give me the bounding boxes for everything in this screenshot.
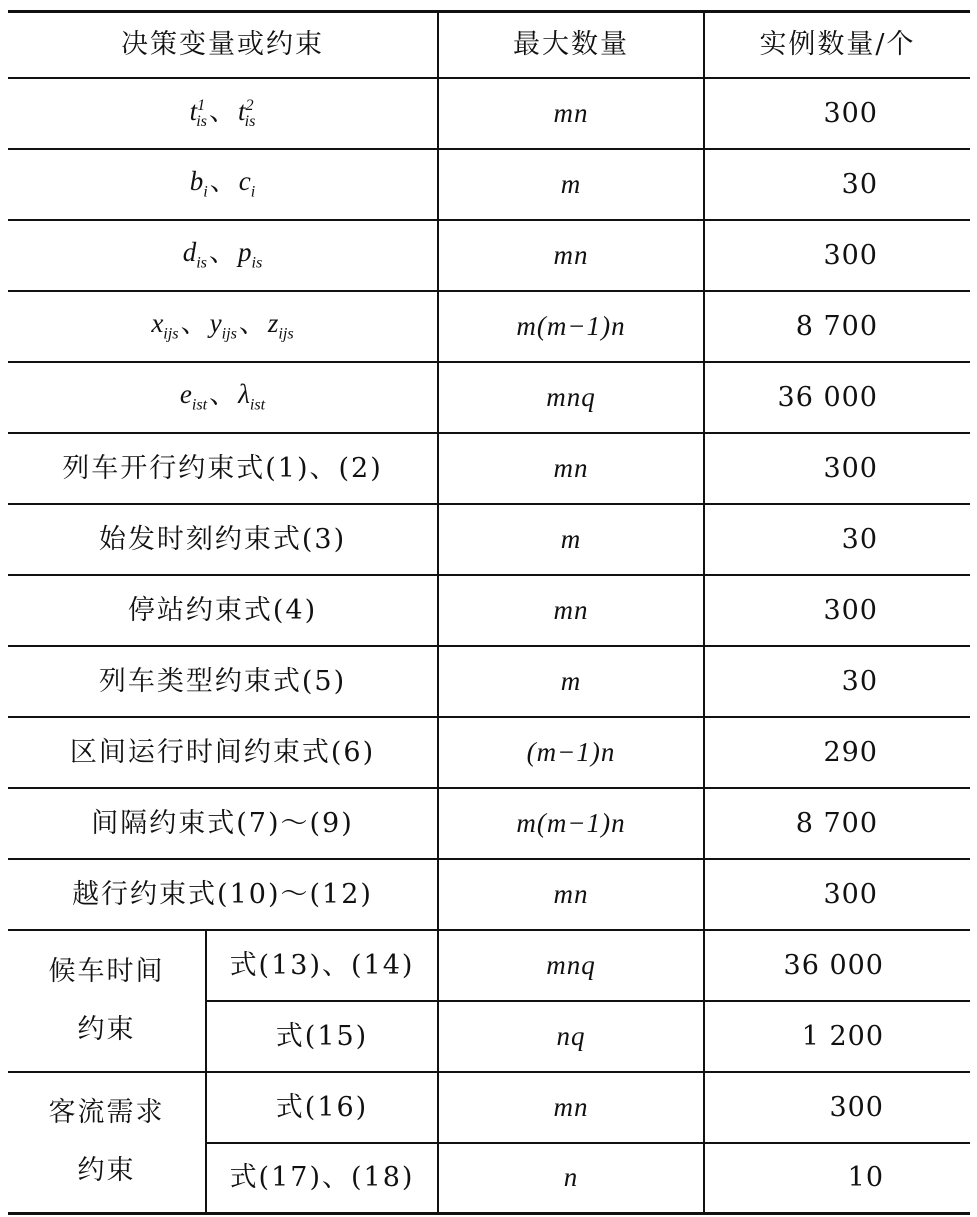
group-label-line: 约束	[77, 1013, 136, 1045]
instance-count-cell: 300	[704, 859, 970, 930]
instance-count-cell: 8 700	[704, 788, 970, 859]
table-row	[8, 220, 970, 291]
var-sub: ijs	[221, 324, 237, 343]
var-symbol: b	[189, 166, 204, 197]
variable-cell	[8, 149, 438, 220]
constraint-label-cell: 越行约束式(10)～(12)	[8, 859, 438, 930]
table-row	[8, 78, 970, 149]
var-symbol: λ	[238, 379, 250, 410]
max-quantity-cell: mn	[438, 575, 704, 646]
instance-count-cell: 300	[704, 78, 970, 149]
max-quantity-cell: mn	[438, 433, 704, 504]
group-label-line: 约束	[77, 1155, 136, 1187]
max-quantity-cell: m(m−1)n	[438, 788, 704, 859]
header-max-quantity: 最大数量	[438, 12, 704, 78]
table-row	[8, 930, 970, 1001]
constraint-label-cell: 始发时刻约束式(3)	[8, 504, 438, 575]
variable-cell	[8, 78, 438, 149]
max-quantity-cell: m	[438, 149, 704, 220]
var-symbol: c	[238, 166, 251, 197]
header-variable-or-constraint: 决策变量或约束	[8, 12, 438, 78]
var-sup: 1	[197, 95, 206, 114]
var-separator: 、	[180, 308, 208, 339]
table-row	[8, 575, 970, 646]
max-quantity-cell: n	[438, 1143, 704, 1214]
var-symbol: d	[182, 237, 197, 268]
instance-count-cell: 300	[704, 575, 970, 646]
max-quantity-cell: m	[438, 646, 704, 717]
constraint-count-table	[8, 10, 970, 1215]
instance-count-cell: 8 700	[704, 291, 970, 362]
table-row	[8, 291, 970, 362]
max-quantity-cell: mn	[438, 859, 704, 930]
max-quantity-cell: mnq	[438, 930, 704, 1001]
constraint-label-cell: 式(16)	[206, 1072, 438, 1143]
var-symbol: e	[179, 379, 192, 410]
var-sub: is	[196, 112, 207, 131]
constraint-label-cell: 间隔约束式(7)～(9)	[8, 788, 438, 859]
var-symbol: y	[209, 308, 222, 339]
var-separator: 、	[209, 95, 236, 126]
table-row	[8, 859, 970, 930]
table-row	[8, 504, 970, 575]
constraint-label-cell: 列车开行约束式(1)、(2)	[8, 433, 438, 504]
var-sub: is	[244, 112, 256, 131]
var-sub: i	[250, 182, 256, 201]
max-quantity-cell: mn	[438, 78, 704, 149]
var-sub: ist	[249, 395, 266, 414]
var-sub: i	[203, 182, 208, 201]
variable-cell	[8, 220, 438, 291]
instance-count-cell: 300	[704, 220, 970, 291]
table-row	[8, 433, 970, 504]
instance-count-cell: 290	[704, 717, 970, 788]
max-quantity-cell: m	[438, 504, 704, 575]
var-sub: ist	[191, 395, 208, 414]
instance-count-cell: 30	[704, 504, 970, 575]
max-quantity-cell: mn	[438, 1072, 704, 1143]
instance-count-cell: 36 000	[704, 930, 970, 1001]
constraint-label-cell: 列车类型约束式(5)	[8, 646, 438, 717]
var-symbol: x	[151, 308, 164, 339]
var-separator: 、	[209, 379, 237, 410]
constraint-label-cell: 式(13)、(14)	[206, 930, 438, 1001]
var-separator: 、	[209, 237, 236, 268]
variable-cell	[8, 291, 438, 362]
max-quantity-cell: (m−1)n	[438, 717, 704, 788]
max-quantity-cell: nq	[438, 1001, 704, 1072]
var-sub: is	[251, 253, 263, 272]
var-symbol: t	[238, 95, 246, 126]
max-quantity-cell: mnq	[438, 362, 704, 433]
constraint-label-cell: 停站约束式(4)	[8, 575, 438, 646]
instance-count-cell: 30	[704, 149, 970, 220]
table-row	[8, 717, 970, 788]
instance-count-cell: 1 200	[704, 1001, 970, 1072]
group-label-line: 候车时间	[48, 955, 165, 987]
max-quantity-cell: mn	[438, 220, 704, 291]
table-row	[8, 1072, 970, 1143]
header-instance-count: 实例数量/个	[704, 12, 970, 78]
var-sup: 2	[245, 95, 254, 114]
constraint-label-cell: 式(15)	[206, 1001, 438, 1072]
max-quantity-cell: m(m−1)n	[438, 291, 704, 362]
constraint-label-cell: 区间运行时间约束式(6)	[8, 717, 438, 788]
instance-count-cell: 36 000	[704, 362, 970, 433]
table-row	[8, 362, 970, 433]
constraint-label-cell: 式(17)、(18)	[206, 1143, 438, 1214]
table-row	[8, 646, 970, 717]
group-label-waiting-time	[8, 930, 206, 1072]
instance-count-cell: 30	[704, 646, 970, 717]
table-row	[8, 149, 970, 220]
instance-count-cell: 300	[704, 1072, 970, 1143]
var-separator: 、	[209, 166, 237, 197]
var-sub: ijs	[278, 324, 294, 343]
instance-count-cell: 10	[704, 1143, 970, 1214]
group-label-line: 客流需求	[48, 1097, 165, 1129]
var-symbol: t	[189, 95, 198, 126]
table-row	[8, 788, 970, 859]
var-sub: is	[196, 253, 207, 272]
instance-count-cell: 300	[704, 433, 970, 504]
variable-cell	[8, 362, 438, 433]
var-symbol: z	[267, 308, 279, 339]
header-row	[8, 12, 970, 78]
var-sub: ijs	[163, 324, 179, 343]
var-symbol: p	[238, 237, 252, 268]
group-label-passenger-demand	[8, 1072, 206, 1214]
var-separator: 、	[238, 308, 266, 339]
